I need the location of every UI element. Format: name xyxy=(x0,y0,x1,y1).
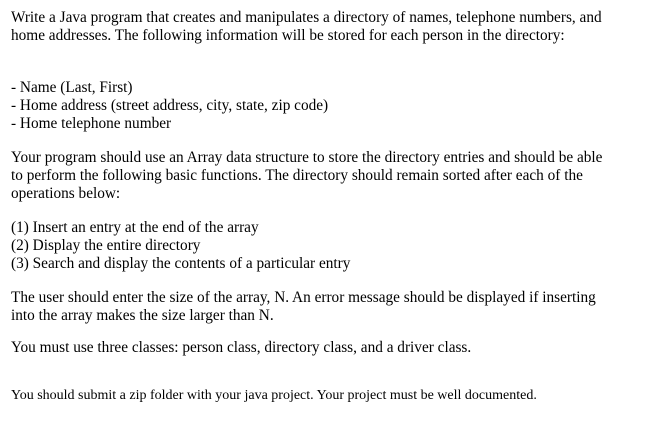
submission-line: You should submit a zip folder with your java project. Your project must be well documented. xyxy=(11,388,537,403)
function-item-search: (3) Search and display the contents of a particular entry xyxy=(11,255,351,272)
classes-line: You must use three classes: person class, directory class, and a driver class. xyxy=(11,339,472,356)
size-rule-line: The user should enter the size of the array, N. An error message should be displayed if inserting xyxy=(11,289,596,306)
requirements-line: Your program should use an Array data structure to store the directory entries and should be able xyxy=(11,149,603,166)
field-item-address: - Home address (street address, city, state, zip code) xyxy=(11,97,329,114)
field-item-phone: - Home telephone number xyxy=(11,115,172,132)
assignment-document xyxy=(11,9,641,405)
intro-line: Write a Java program that creates and manipulates a directory of names, telephone numbers, and xyxy=(11,9,602,26)
requirements-paragraph xyxy=(11,149,641,203)
function-item-display: (2) Display the entire directory xyxy=(11,237,201,254)
requirements-line: operations below: xyxy=(11,185,121,202)
requirements-line: to perform the following basic functions. The directory should remain sorted after each of the xyxy=(11,167,583,184)
size-rule-paragraph xyxy=(11,289,641,325)
classes-paragraph xyxy=(11,339,641,357)
functions-list xyxy=(11,219,641,273)
fields-list xyxy=(11,79,641,133)
intro-line: home addresses. The following information will be stored for each person in the directory: xyxy=(11,27,565,44)
function-item-insert: (1) Insert an entry at the end of the array xyxy=(11,219,259,236)
intro-paragraph xyxy=(11,9,641,45)
size-rule-line: into the array makes the size larger than N. xyxy=(11,307,274,324)
submission-paragraph xyxy=(11,387,641,405)
field-item-name: - Name (Last, First) xyxy=(11,79,133,96)
